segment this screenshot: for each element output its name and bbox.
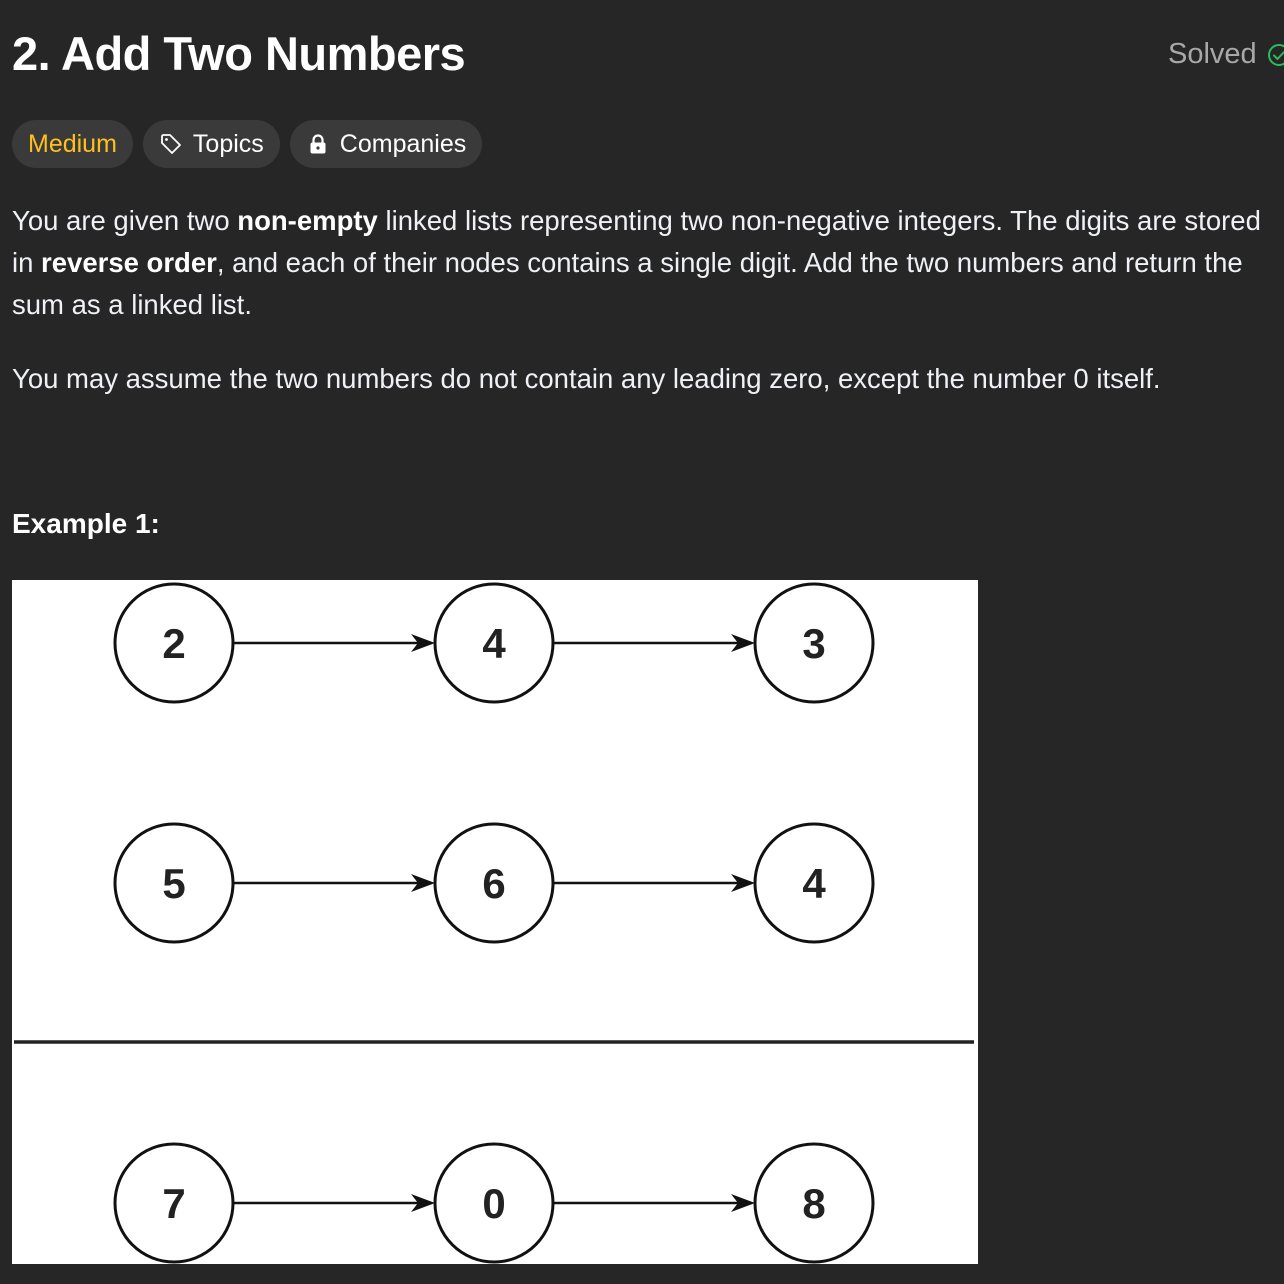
desc-bold-non-empty: non-empty — [237, 205, 378, 236]
desc-text-2: linked lists representing two non-negative integers. The digits are stored in — [12, 205, 1261, 278]
solved-status — [1168, 38, 1284, 71]
node-value: 6 — [482, 860, 506, 907]
node-value: 7 — [162, 1180, 186, 1227]
problem-description — [12, 200, 1280, 400]
desc-text-3: , and each of their nodes contains a single digit. Add the two numbers and return the sum as a linked list. — [12, 247, 1243, 320]
description-paragraph-2: You may assume the two numbers do not contain any leading zero, except the number 0 itself. — [12, 363, 1161, 394]
topics-label: Topics — [192, 129, 264, 158]
problem-title: 2. Add Two Numbers — [12, 27, 466, 80]
node-value: 0 — [482, 1180, 506, 1227]
tag-icon — [159, 132, 183, 156]
node-value: 8 — [802, 1180, 826, 1227]
difficulty-badge: Medium — [12, 120, 133, 168]
desc-bold-reverse-order: reverse order — [41, 247, 217, 278]
tag-bar — [12, 120, 482, 168]
description-paragraph-1 — [12, 200, 1280, 326]
example-diagram — [12, 580, 978, 1264]
desc-text-1: You are given two — [12, 205, 238, 236]
example-label: Example 1: — [12, 508, 160, 539]
node-value: 5 — [162, 860, 186, 907]
companies-label: Companies — [339, 129, 467, 158]
topics-button[interactable] — [143, 120, 280, 168]
companies-button[interactable] — [290, 120, 482, 168]
node-value: 2 — [162, 620, 186, 667]
check-circle-icon — [1267, 43, 1284, 67]
linked-list-diagram — [12, 580, 978, 1264]
node-value: 4 — [802, 860, 826, 907]
node-value: 3 — [802, 620, 826, 667]
node-value: 4 — [482, 620, 506, 667]
lock-icon — [306, 132, 330, 156]
solved-label: Solved — [1168, 38, 1257, 70]
